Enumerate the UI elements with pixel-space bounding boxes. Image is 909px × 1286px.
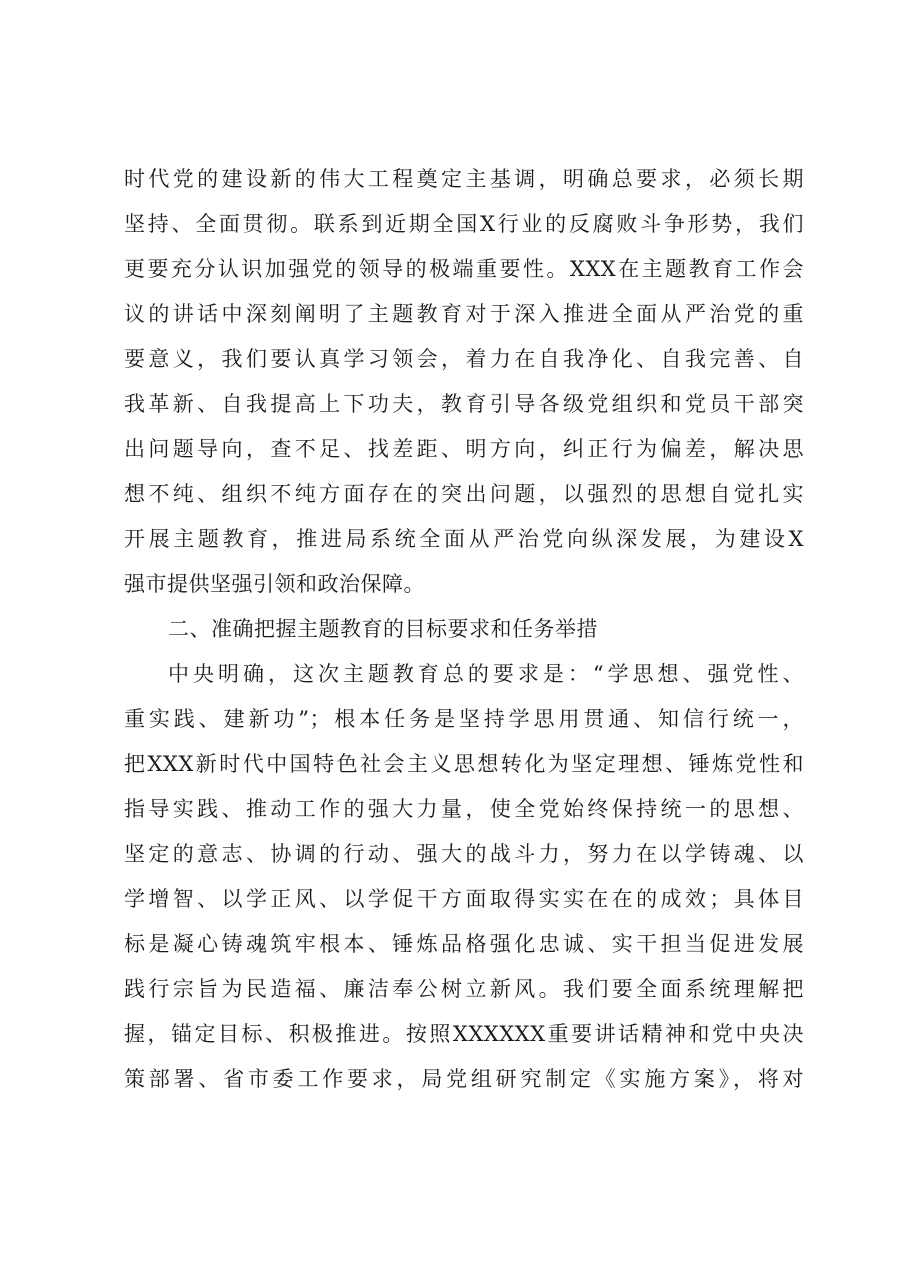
paragraph-2 xyxy=(124,652,804,1102)
text-line: 中央明确，这次主题教育总的要求是：“学思想、强党性、 xyxy=(168,662,804,686)
text-line: 我革新、自我提高上下功夫，教育引导各级党组织和党员干部突 xyxy=(124,392,804,416)
text-line: 把XXX新时代中国特色社会主义思想转化为坚定理想、锤炼党性和 xyxy=(124,752,804,776)
text-line: 想不纯、组织不纯方面存在的突出问题，以强烈的思想自觉扎实 xyxy=(124,482,804,506)
text-line: 策部署、省市委工作要求，局党组研究制定《实施方案》，将对 xyxy=(124,1067,804,1091)
paragraph-1 xyxy=(124,157,804,607)
text-line: 强市提供坚强引领和政治保障。 xyxy=(124,572,425,596)
text-line: 要意义，我们要认真学习领会，着力在自我净化、自我完善、自 xyxy=(124,347,804,371)
text-line: 坚持、全面贯彻。联系到近期全国X行业的反腐败斗争形势，我们 xyxy=(124,212,804,236)
text-line: 坚定的意志、协调的行动、强大的战斗力，努力在以学铸魂、以 xyxy=(124,842,804,866)
document-body xyxy=(124,157,804,1102)
text-line: 践行宗旨为民造福、廉洁奉公树立新风。我们要全面系统理解把 xyxy=(124,977,804,1001)
text-line: 议的讲话中深刻阐明了主题教育对于深入推进全面从严治党的重 xyxy=(124,302,804,326)
text-line: 时代党的建设新的伟大工程奠定主基调，明确总要求，必须长期 xyxy=(124,167,804,191)
text-line: 标是凝心铸魂筑牢根本、锤炼品格强化忠诚、实干担当促进发展 xyxy=(124,932,804,956)
text-line: 指导实践、推动工作的强大力量，使全党始终保持统一的思想、 xyxy=(124,797,804,821)
text-line: 更要充分认识加强党的领导的极端重要性。XXX在主题教育工作会 xyxy=(124,257,804,281)
section-heading: 二、准确把握主题教育的目标要求和任务举措 xyxy=(168,617,598,641)
text-line: 出问题导向，查不足、找差距、明方向，纠正行为偏差，解决思 xyxy=(124,437,804,461)
text-line: 握，锚定目标、积极推进。按照XXXXXX重要讲话精神和党中央决 xyxy=(124,1022,804,1046)
text-line: 开展主题教育，推进局系统全面从严治党向纵深发展，为建设X xyxy=(124,527,804,551)
text-line: 重实践、建新功”；根本任务是坚持学思用贯通、知信行统一， xyxy=(124,707,804,731)
text-line: 学增智、以学正风、以学促干方面取得实实在在的成效；具体目 xyxy=(124,887,804,911)
